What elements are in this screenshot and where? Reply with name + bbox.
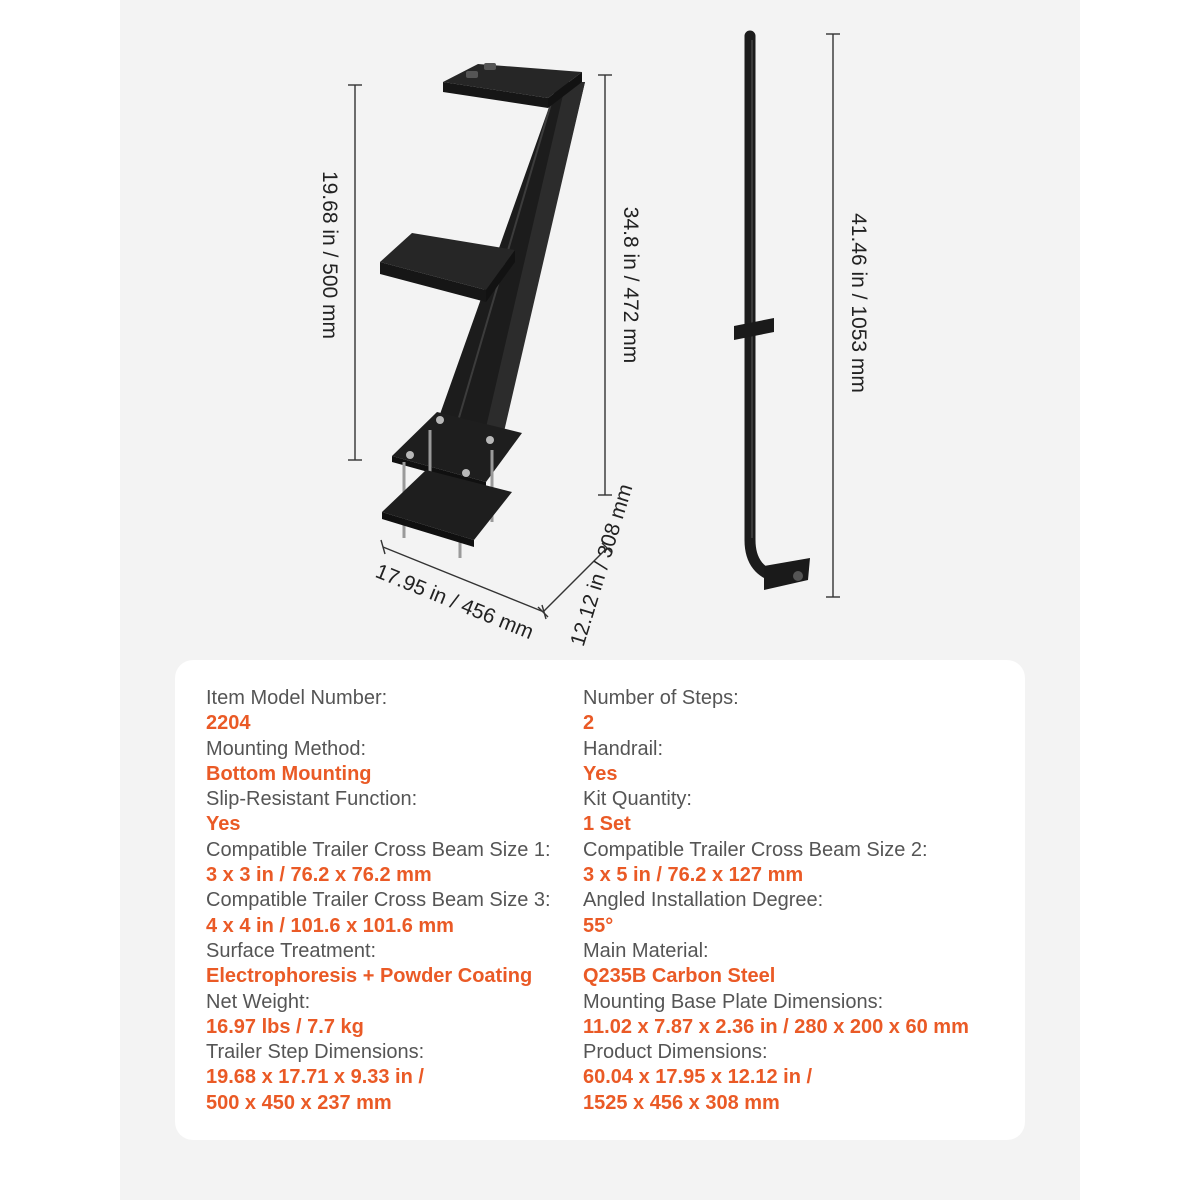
- number-of-steps-value: 2: [583, 712, 595, 735]
- cross-beam-size-2-label: Compatible Trailer Cross Beam Size 2:: [583, 838, 928, 861]
- width-dimension: 17.95 in / 456 mm: [372, 559, 537, 645]
- handrail-height-dimension: 41.46 in / 1053 mm: [847, 213, 870, 393]
- model-number-label: Item Model Number:: [206, 687, 388, 709]
- product-dimensions-label: Product Dimensions:: [583, 1041, 768, 1064]
- step-dimensions-value: 19.68 x 17.71 x 9.33 in /: [206, 1066, 424, 1089]
- cross-beam-size-1-label: Compatible Trailer Cross Beam Size 1:: [206, 838, 551, 861]
- product-dimensions-value: 60.04 x 17.95 x 12.12 in /: [583, 1066, 813, 1089]
- specification-card: [175, 660, 1025, 1140]
- mounting-method-value: Bottom Mounting: [206, 762, 372, 785]
- slip-resistant-label: Slip-Resistant Function:: [206, 788, 418, 811]
- cross-beam-size-3-label: Compatible Trailer Cross Beam Size 3:: [206, 889, 551, 912]
- handrail-illustration: [734, 36, 810, 590]
- depth-dimension: 12.12 in / 308 mm: [566, 481, 638, 649]
- product-dimensions-value-metric: 1525 x 456 x 308 mm: [583, 1091, 780, 1114]
- main-material-label: Main Material:: [583, 939, 709, 962]
- number-of-steps-label: Number of Steps:: [583, 687, 739, 709]
- kit-quantity-value: 1 Set: [583, 813, 631, 836]
- base-plate-dimensions-label: Mounting Base Plate Dimensions:: [583, 990, 884, 1013]
- specs-left-column: [206, 686, 586, 1116]
- mounting-method-label: Mounting Method:: [206, 737, 367, 760]
- model-number-value: 2204: [206, 712, 251, 735]
- trailer-step-illustration: [380, 63, 585, 558]
- specs-right-column: [583, 686, 1023, 1116]
- main-material-value: Q235B Carbon Steel: [583, 965, 776, 988]
- handrail-label: Handrail:: [583, 737, 664, 760]
- cross-beam-size-1-value: 3 x 3 in / 76.2 x 76.2 mm: [206, 864, 432, 887]
- kit-quantity-label: Kit Quantity:: [583, 788, 692, 811]
- slip-resistant-value: Yes: [206, 813, 241, 836]
- frame-height-dimension: 34.8 in / 472 mm: [619, 206, 642, 364]
- base-plate-dimensions-value: 11.02 x 7.87 x 2.36 in / 280 x 200 x 60 mm: [583, 1015, 969, 1038]
- installation-degree-value: 55°: [583, 914, 614, 937]
- step-height-dimension: 19.68 in / 500 mm: [318, 170, 341, 340]
- surface-treatment-label: Surface Treatment:: [206, 939, 377, 962]
- installation-degree-label: Angled Installation Degree:: [583, 889, 824, 912]
- net-weight-value: 16.97 lbs / 7.7 kg: [206, 1015, 364, 1038]
- step-dimensions-value-metric: 500 x 450 x 237 mm: [206, 1091, 392, 1114]
- step-dimensions-label: Trailer Step Dimensions:: [206, 1041, 425, 1064]
- cross-beam-size-3-value: 4 x 4 in / 101.6 x 101.6 mm: [206, 914, 454, 937]
- surface-treatment-value: Electrophoresis + Powder Coating: [206, 965, 533, 988]
- cross-beam-size-2-value: 3 x 5 in / 76.2 x 127 mm: [583, 864, 804, 887]
- net-weight-label: Net Weight:: [206, 990, 311, 1013]
- handrail-value: Yes: [583, 762, 618, 785]
